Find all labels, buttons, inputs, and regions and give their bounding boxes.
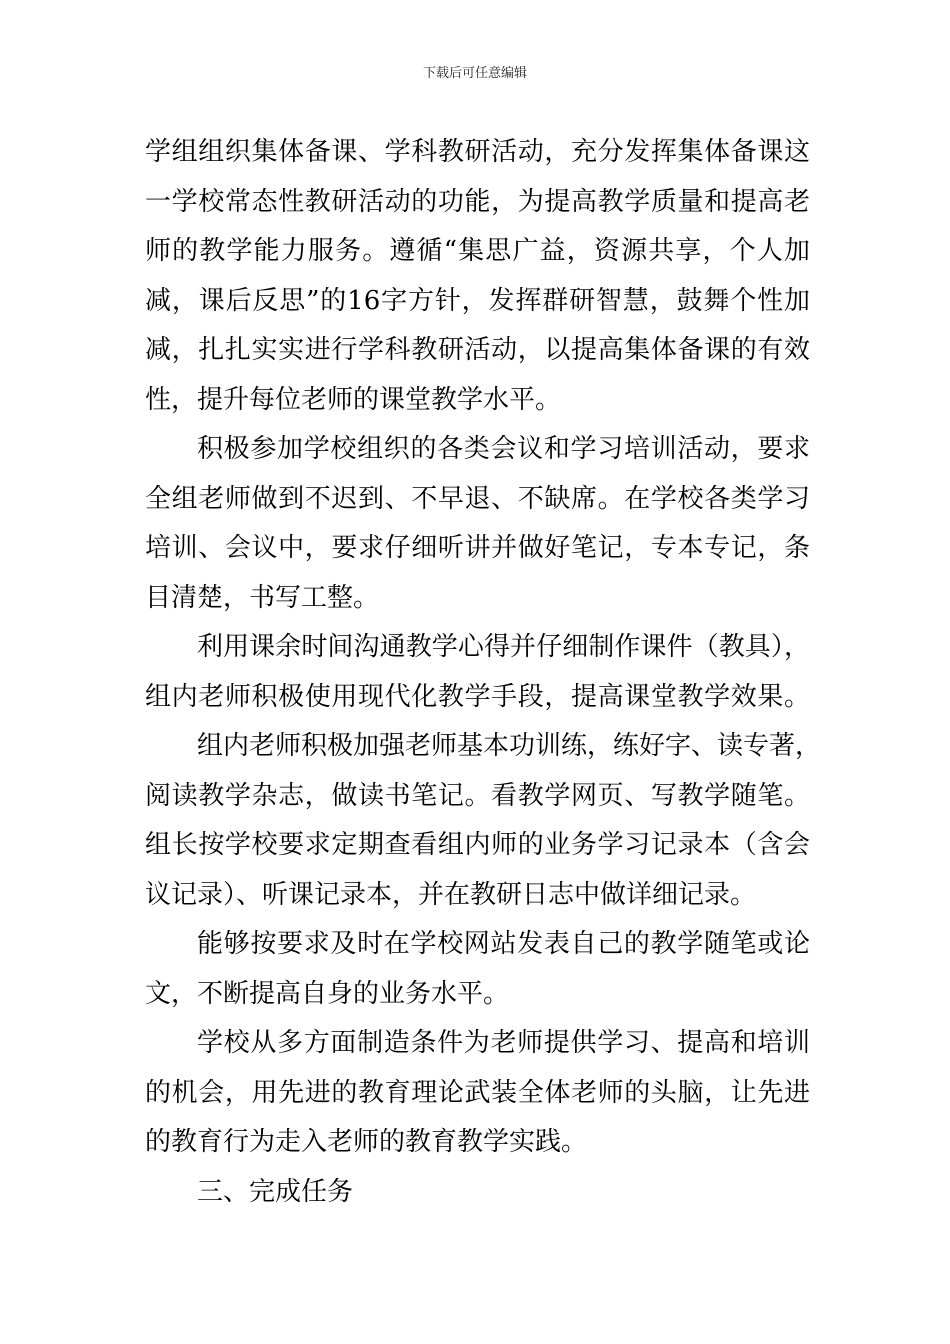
- text-line: 减，课后反思”的16字方针，发挥群研智慧，鼓舞个性加: [145, 285, 810, 316]
- document-body: [145, 128, 822, 1217]
- text-line: 培训、会议中，要求仔细听讲并做好笔记，专本专记，条: [145, 533, 810, 563]
- paragraph-first-line: 积极参加学校组织的各类会议和学习培训活动，要求: [197, 434, 810, 464]
- text-line: 阅读教学杂志，做读书笔记。看教学网页、写教学随笔。: [145, 780, 810, 811]
- text-line: 组长按学校要求定期查看组内师的业务学习记录本（含会: [145, 830, 810, 860]
- paragraph-first-line: 学校从多方面制造条件为老师提供学习、提高和培训: [197, 1028, 810, 1058]
- paragraph-first-line: 组内老师积极加强老师基本功训练，练好字、读专著，: [197, 731, 822, 761]
- text-line: 师的教学能力服务。遵循“集思广益，资源共享，个人加: [145, 236, 810, 266]
- text-line: 全组老师做到不迟到、不早退、不缺席。在学校各类学习: [145, 483, 810, 514]
- page-header: 下载后可任意编辑: [422, 66, 527, 81]
- text-line: 性，提升每位老师的课堂教学水平。: [145, 384, 562, 415]
- text-line: 一学校常态性教研活动的功能，为提高教学质量和提高老: [145, 186, 810, 217]
- text-line: 目清楚，书写工整。: [145, 582, 380, 613]
- text-line: 减，扎扎实实进行学科教研活动，以提高集体备课的有效: [145, 335, 810, 365]
- paragraph-first-line: 利用课余时间沟通教学心得并仔细制作课件（教具），: [197, 632, 810, 662]
- text-line: 文，不断提高自身的业务水平。: [145, 978, 510, 1009]
- text-line: 组内老师积极使用现代化教学手段，提高课堂教学效果。: [145, 681, 810, 712]
- text-line: 议记录）、听课记录本，并在教研日志中做详细记录。: [145, 879, 757, 910]
- paragraph-first-line: 能够按要求及时在学校网站发表自己的教学随笔或论: [197, 929, 810, 959]
- text-line: 的机会，用先进的教育理论武装全体老师的头脑，让先进: [145, 1077, 810, 1108]
- text-line: 的教育行为走入老师的教育教学实践。: [145, 1127, 588, 1157]
- text-line: 学组组织集体备课、学科教研活动，充分发挥集体备课这: [145, 137, 810, 167]
- section-heading: 三、完成任务: [197, 1176, 354, 1207]
